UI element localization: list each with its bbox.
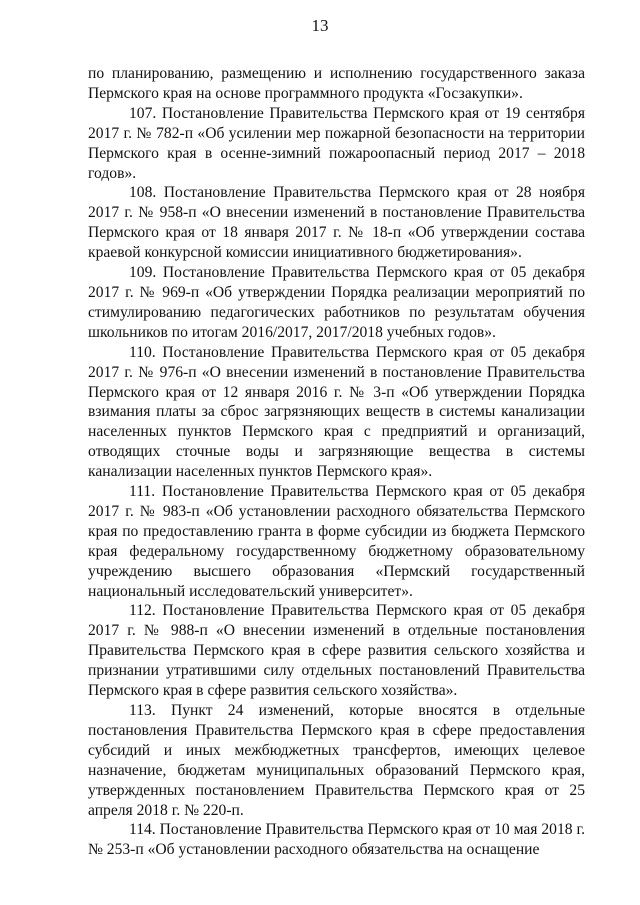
paragraph-item-111: 111. Постановление Правительства Пермского края от 05 декабря 2017 г. № 983-п «Об установлении расходного обязательства Пермского края по предоставлению гранта в форме субсидии из бюджета Пермского края федеральному государственному бюджетному образовательному учреждению высшего образования «Пермский государственный национальный исследовательский университет». bbox=[88, 483, 585, 600]
document-body bbox=[88, 64, 585, 860]
paragraph-item-114: 114. Постановление Правительства Пермского края от 10 мая 2018 г. № 253-п «Об установлении расходного обязательства на оснащение bbox=[88, 821, 585, 859]
paragraph-item-112: 112. Постановление Правительства Пермского края от 05 декабря 2017 г. № 988-п «О внесении изменений в отдельные постановления Правительства Пермского края в сфере развития сельского хозяйства и признании утратившими силу отдельных постановлений Правительства Пермского края в сфере развития сельского хозяйства». bbox=[88, 602, 585, 700]
paragraph-item-113: 113. Пункт 24 изменений, которые вносятся в отдельные постановления Правительства Пермского края в сфере предоставления субсидий и иных межбюджетных трансфертов, имеющих целевое назначение, бюджетам муниципальных образований Пермского края, утвержденных постановлением Правительства Пермского края от 25 апреля 2018 г. № 220-п. bbox=[88, 702, 585, 819]
paragraph-item-107: 107. Постановление Правительства Пермского края от 19 сентября 2017 г. № 782-п «Об усилении мер пожарной безопасности на территории Пермского края в осенне-зимний пожароопасный период 2017 – 2018 годов». bbox=[88, 104, 585, 182]
paragraph-continuation: по планированию, размещению и исполнению государственного заказа Пермского края на основе программного продукта «Госзакупки». bbox=[88, 65, 585, 102]
paragraph-item-110: 110. Постановление Правительства Пермского края от 05 декабря 2017 г. № 976-п «О внесении изменений в постановление Правительства Пермского края от 12 января 2016 г. № 3-п «Об утверждении Порядка взимания платы за сброс загрязняющих веществ в системы канализации населенных пунктов Пермского края с предприятий и организаций, отводящих сточные воды и загрязняющие вещества в системы канализации населенных пунктов Пермского края». bbox=[88, 343, 585, 481]
page-number: 13 bbox=[311, 16, 329, 35]
paragraph-item-108: 108. Постановление Правительства Пермского края от 28 ноября 2017 г. № 958-п «О внесении изменений в постановление Правительства Пермского края от 18 января 2017 г. № 18-п «Об утверждении состава краевой конкурсной комиссии инициативного бюджетирования». bbox=[88, 184, 585, 262]
paragraph-item-109: 109. Постановление Правительства Пермского края от 05 декабря 2017 г. № 969-п «Об утверждении Порядка реализации мероприятий по стимулированию педагогических работников по результатам обучения школьников по итогам 2016/2017, 2017/2018 учебных годов». bbox=[88, 264, 585, 341]
